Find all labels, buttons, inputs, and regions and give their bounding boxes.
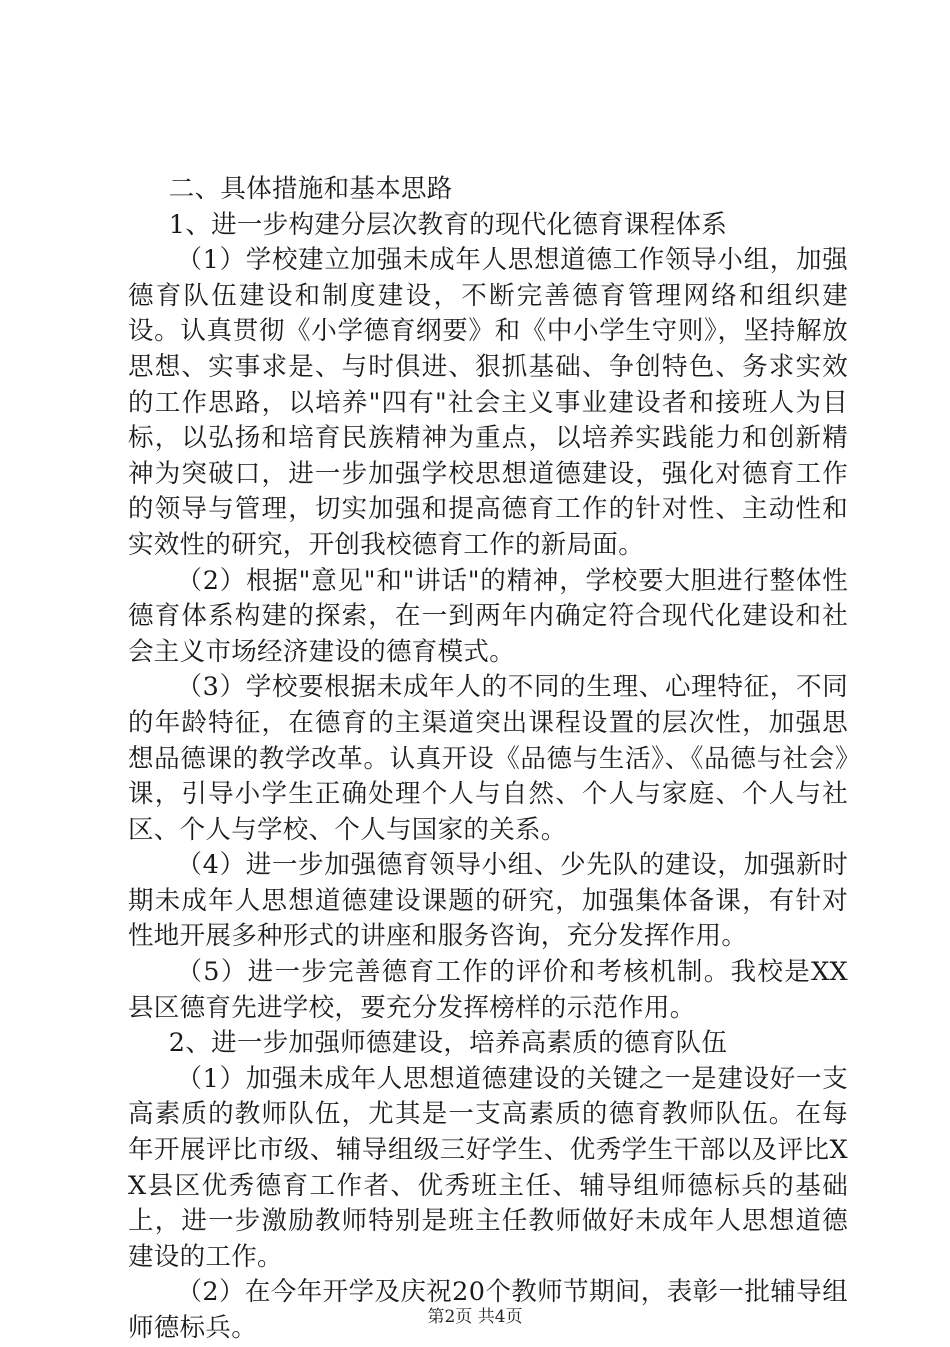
- paragraph: （5）进一步完善德育工作的评价和考核机制。我校是XX县区德育先进学校，要充分发挥榜样的示范作用。: [128, 957, 848, 1023]
- page-footer: 第2页 共4页: [427, 1307, 523, 1327]
- paragraph: （3）学校要根据未成年人的不同的生理、心理特征，不同的年龄特征，在德育的主渠道突出课程设置的层次性，加强思想品德课的教学改革。认真开设《品德与生活》、《品德与社会》课，引导小学生正确处理个人与自然、个人与家庭、个人与社区、个人与学校、个人与国家的关系。: [128, 672, 848, 845]
- paragraph: （1）加强未成年人思想道德建设的关键之一是建设好一支高素质的教师队伍，尤其是一支高素质的德育教师队伍。在每年开展评比市级、辅导组级三好学生、优秀学生干部以及评比XX县区优秀德育工作者、优秀班主任、辅导组师德标兵的基础上，进一步激励教师特别是班主任教师做好未成年人思想道德建设的工作。: [128, 1063, 848, 1272]
- paragraph: （4）进一步加强德育领导小组、少先队的建设，加强新时期未成年人思想道德建设课题的研究，加强集体备课，有针对性地开展多种形式的讲座和服务咨询，充分发挥作用。: [128, 850, 848, 952]
- paragraph: （2）在今年开学及庆祝20个教师节期间，表彰一批辅导组师德标兵。: [128, 1277, 848, 1343]
- section-heading: 二、具体措施和基本思路: [168, 174, 453, 204]
- subsection-heading: 2、进一步加强师德建设，培养高素质的德育队伍: [168, 1028, 728, 1059]
- subsection-heading: 1、进一步构建分层次教育的现代化德育课程体系: [168, 209, 728, 240]
- document-body: [128, 172, 848, 1347]
- paragraph: （1）学校建立加强未成年人思想道德工作领导小组，加强德育队伍建设和制度建设，不断完善德育管理网络和组织建设。认真贯彻《小学德育纲要》和《中小学生守则》，坚持解放思想、实事求是、与时俱进、狠抓基础、争创特色、务求实效的工作思路，以培养"四有"社会主义事业建设者和接班人为目标，以弘扬和培育民族精神为重点，以培养实践能力和创新精神为突破口，进一步加强学校思想道德建设，强化对德育工作的领导与管理，切实加强和提高德育工作的针对性、主动性和实效性的研究，开创我校德育工作的新局面。: [128, 245, 848, 560]
- paragraph: （2）根据"意见"和"讲话"的精神，学校要大胆进行整体性德育体系构建的探索，在一到两年内确定符合现代化建设和社会主义市场经济建设的德育模式。: [128, 565, 848, 667]
